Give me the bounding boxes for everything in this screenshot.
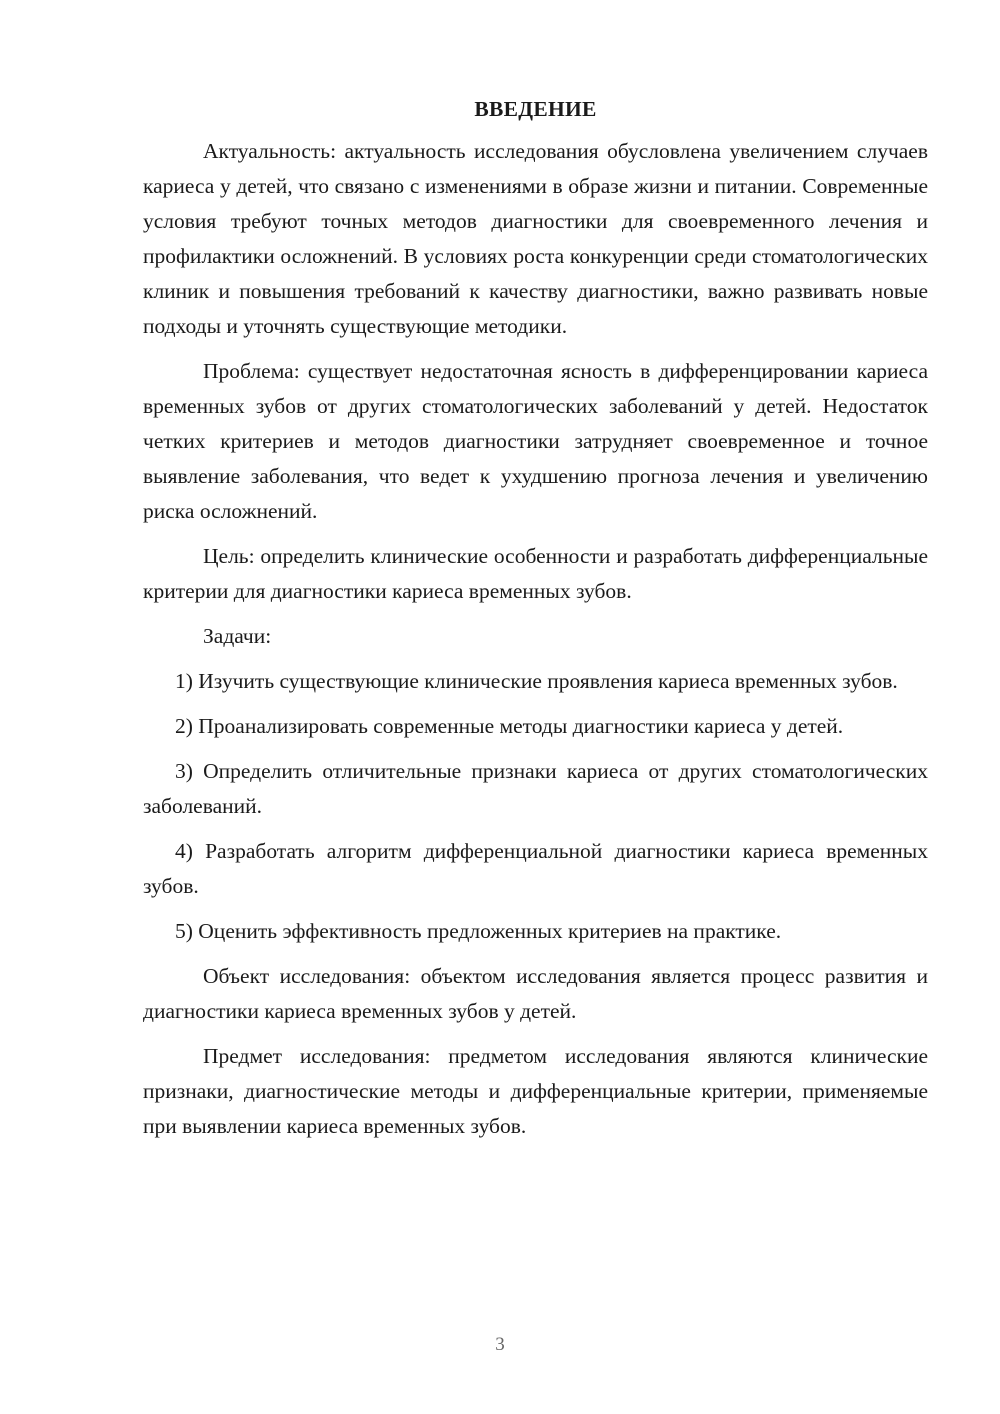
- task-item: 2) Проанализировать современные методы диагностики кариеса у детей.: [175, 714, 844, 738]
- paragraph-subject: Предмет исследования: предметом исследования являются клинические признаки, диагностические методы и дифференциальные критерии, применяемые при выявлении кариеса временных зубов.: [143, 1044, 928, 1138]
- document-body: [143, 92, 928, 1144]
- paragraph-goal: Цель: определить клинические особенности и разработать дифференциальные критерии для диагностики кариеса временных зубов.: [143, 544, 928, 603]
- task-item: 5) Оценить эффективность предложенных критериев на практике.: [175, 919, 782, 943]
- task-item: 1) Изучить существующие клинические проявления кариеса временных зубов.: [175, 669, 898, 693]
- paragraph-object: Объект исследования: объектом исследования является процесс развития и диагностики кариеса временных зубов у детей.: [143, 964, 928, 1023]
- paragraph-relevance: Актуальность: актуальность исследования обусловлена увеличением случаев кариеса у детей, что связано с изменениями в образе жизни и питании. Современные условия требуют точных методов диагностики для своевременного лечения и профилактики осложнений. В условиях роста конкуренции среди стоматологических клиник и повышения требований к качеству диагностики, важно развивать новые подходы и уточнять существующие методики.: [143, 139, 928, 338]
- section-heading: ВВЕДЕНИЕ: [474, 97, 597, 121]
- paragraph-problem: Проблема: существует недостаточная ясность в дифференцировании кариеса временных зубов от других стоматологических заболеваний у детей. Недостаток четких критериев и методов диагностики затрудняет своевременное и точное выявление заболевания, что ведет к ухудшению прогноза лечения и увеличению риска осложнений.: [143, 359, 928, 523]
- task-item: 3) Определить отличительные признаки кариеса от других стоматологических заболеваний.: [143, 759, 928, 818]
- tasks-title: Задачи:: [203, 624, 272, 648]
- task-item: 4) Разработать алгоритм дифференциальной диагностики кариеса временных зубов.: [143, 839, 928, 898]
- page-number: 3: [495, 1334, 505, 1355]
